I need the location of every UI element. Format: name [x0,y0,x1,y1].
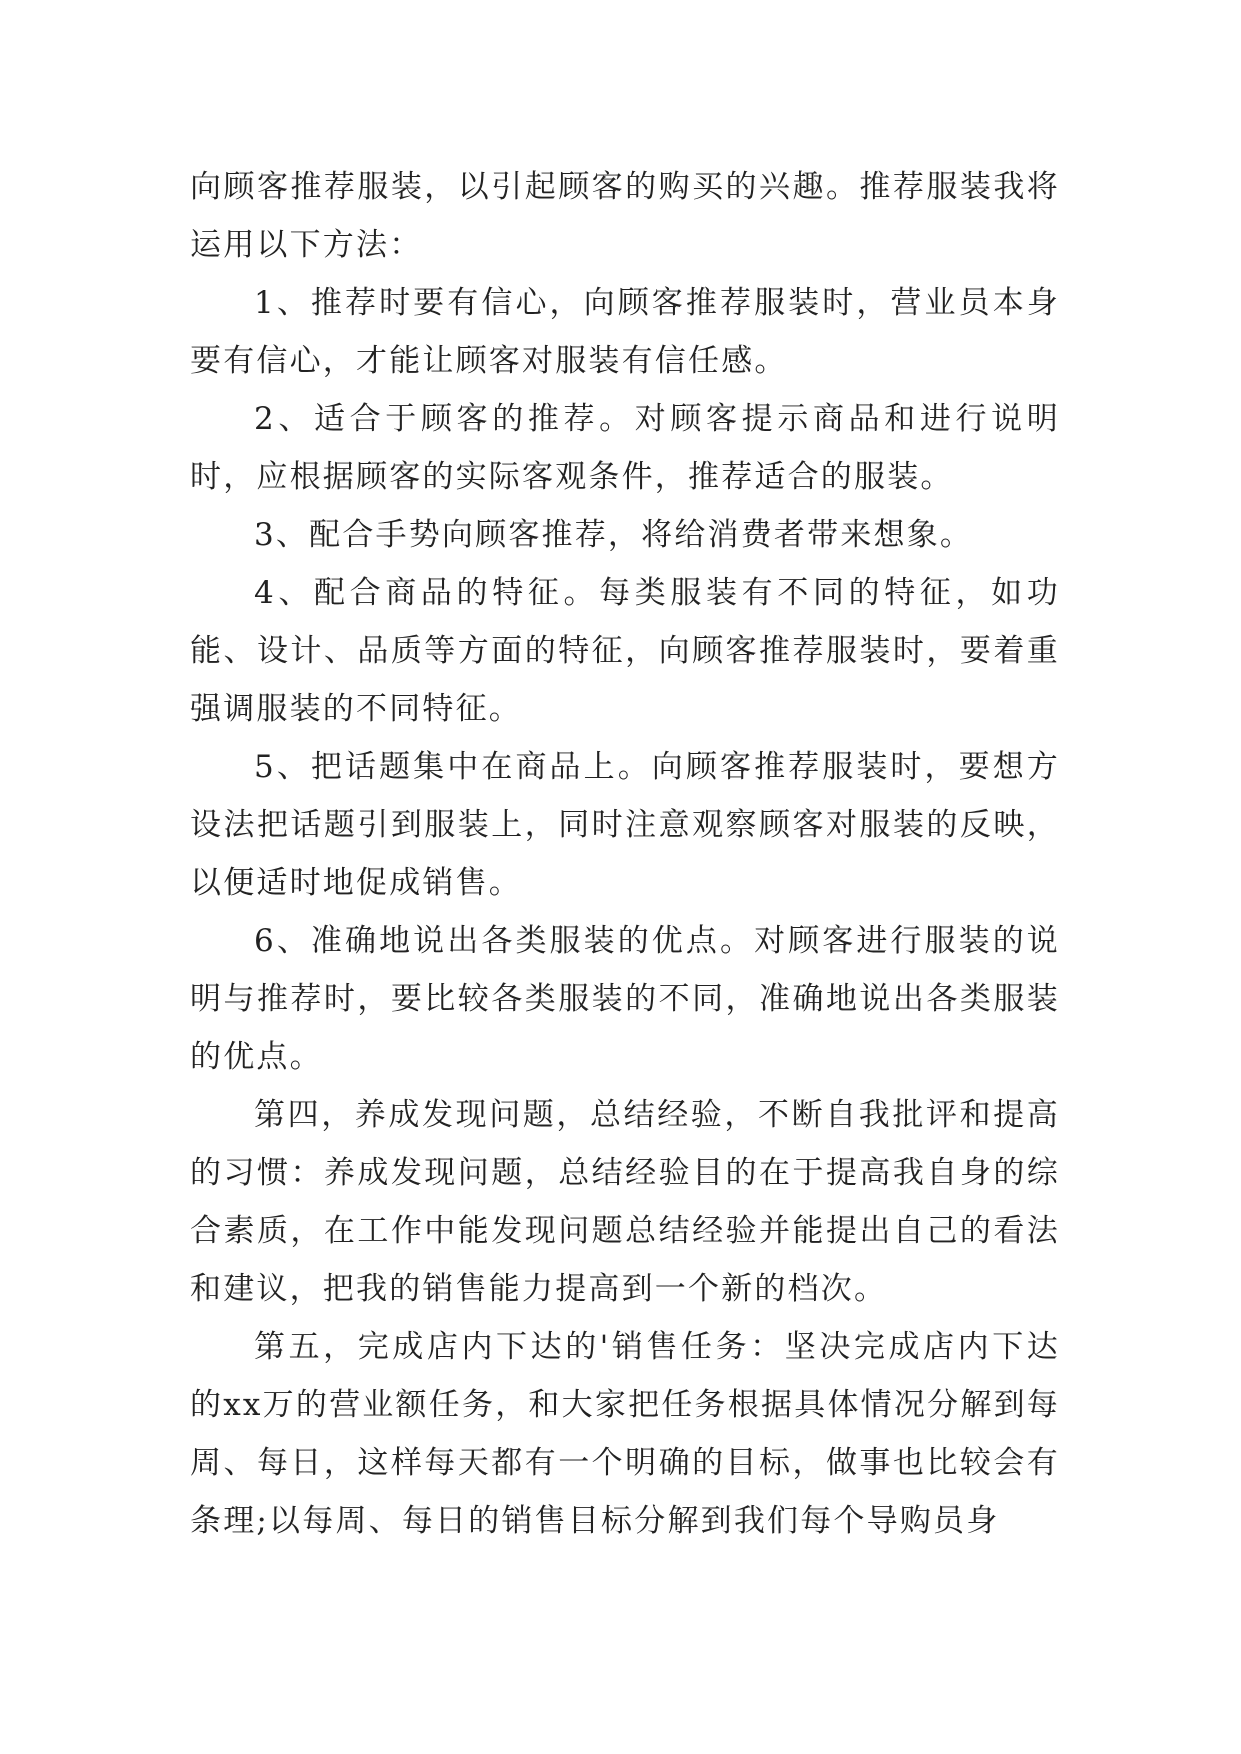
paragraph-item-1: 1、推荐时要有信心，向顾客推荐服装时，营业员本身要有信心，才能让顾客对服装有信任感。 [190,285,1060,379]
document-body [190,158,1060,1550]
paragraph-section-4: 第四，养成发现问题，总结经验，不断自我批评和提高的习惯：养成发现问题，总结经验目的在于提高我自身的综合素质，在工作中能发现问题总结经验并能提出自己的看法和建议，把我的销售能力提高到一个新的档次。 [190,1097,1060,1307]
paragraph-item-4: 4、配合商品的特征。每类服装有不同的特征，如功能、设计、品质等方面的特征，向顾客推荐服装时，要着重强调服装的不同特征。 [190,575,1060,727]
paragraph-intro: 向顾客推荐服装，以引起顾客的购买的兴趣。推荐服装我将运用以下方法： [190,169,1060,263]
paragraph-item-6: 6、准确地说出各类服装的优点。对顾客进行服装的说明与推荐时，要比较各类服装的不同，准确地说出各类服装的优点。 [190,923,1060,1075]
paragraph-item-2: 2、适合于顾客的推荐。对顾客提示商品和进行说明时，应根据顾客的实际客观条件，推荐适合的服装。 [190,401,1060,495]
paragraph-section-5: 第五，完成店内下达的'销售任务：坚决完成店内下达的xx万的营业额任务，和大家把任务根据具体情况分解到每周、每日，这样每天都有一个明确的目标，做事也比较会有条理;以每周、每日的销售目标分解到我们每个导购员身 [190,1329,1060,1539]
paragraph-item-3: 3、配合手势向顾客推荐，将给消费者带来想象。 [254,517,974,553]
paragraph-item-5: 5、把话题集中在商品上。向顾客推荐服装时，要想方设法把话题引到服装上，同时注意观察顾客对服装的反映，以便适时地促成销售。 [190,749,1060,901]
